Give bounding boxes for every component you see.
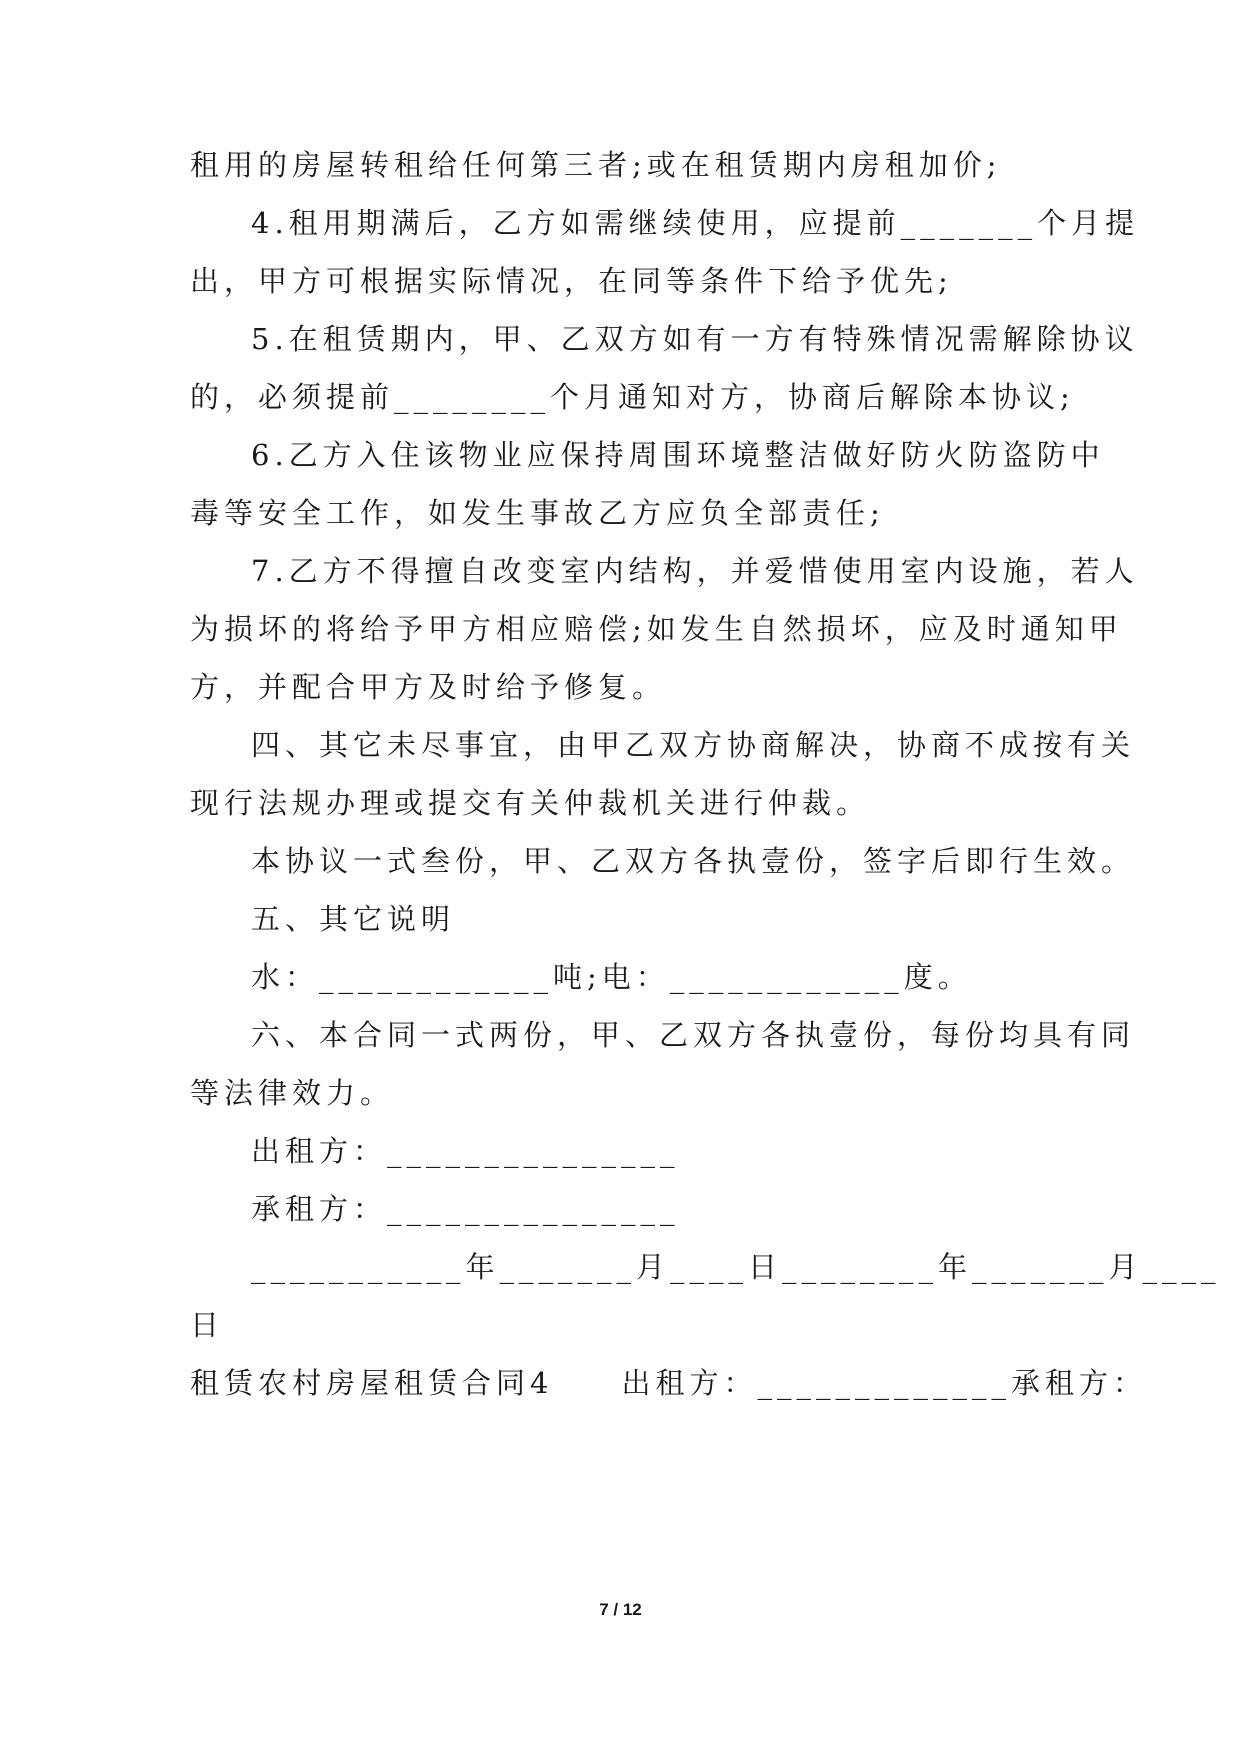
text-line: 为损坏的将给予甲方相应赔偿;如发生自然损坏，应及时通知甲: [190, 612, 1123, 646]
page-number: 7 / 12: [599, 1600, 642, 1619]
text-line: 四、其它未尽事宜，由甲乙双方协商解决，协商不成按有关: [251, 728, 1136, 762]
text-line: 水：____________吨;电：____________度。: [251, 960, 972, 994]
signature-line-lessee: 承租方：_______________: [251, 1192, 680, 1226]
text-line: 6.乙方入住该物业应保持周围环境整洁做好防火防盗防中: [251, 438, 1105, 472]
text-line: 出，甲方可根据实际情况，在同等条件下给予优先;: [190, 264, 953, 298]
text-line: 7.乙方不得擅自改变室内结构，并爱惜使用室内设施，若人: [251, 554, 1139, 588]
date-line: ___________年_______月____日________年_______月____: [251, 1250, 1221, 1284]
text-line: 本协议一式叁份，甲、乙双方各执壹份，签字后即行生效。: [251, 844, 1136, 878]
text-line: 日: [190, 1308, 225, 1342]
text-line: 5.在租赁期内，甲、乙双方如有一方有特殊情况需解除协议: [251, 322, 1139, 356]
text-line: 租用的房屋转租给任何第三者;或在租赁期内房租加价;: [190, 148, 1002, 182]
text-line: 毒等安全工作，如发生事故乙方应负全部责任;: [190, 496, 885, 530]
signature-line-lessor: 出租方：_______________: [251, 1134, 680, 1168]
text-line: 六、本合同一式两份，甲、乙双方各执壹份，每份均具有同: [251, 1018, 1136, 1052]
text-line: 方，并配合甲方及时给予修复。: [190, 670, 667, 704]
text-line: 现行法规办理或提交有关仲裁机关进行仲裁。: [190, 786, 871, 820]
text-line: 等法律效力。: [190, 1076, 395, 1110]
text-line: 4.租用期满后，乙方如需继续使用，应提前_______个月提: [251, 206, 1140, 240]
section-heading: 五、其它说明: [251, 902, 456, 936]
text-line: 租赁农村房屋租赁合同4 出租方：_____________承租方：: [190, 1366, 1147, 1400]
text-line: 的，必须提前________个月通知对方，协商后解除本协议;: [190, 380, 1075, 414]
